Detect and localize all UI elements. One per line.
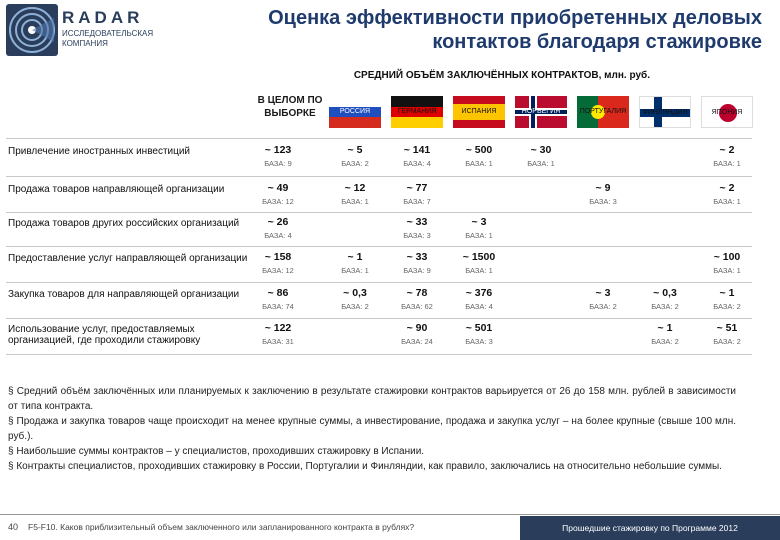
table-cell	[575, 322, 631, 325]
country-label: НОРВЕГИЯ	[521, 108, 561, 115]
table-cell	[637, 182, 693, 185]
row-label: Продажа товаров других российских организаций	[8, 218, 240, 229]
row-label: Предоставление услуг направляющей организации	[8, 253, 248, 264]
flag-finland	[639, 96, 691, 128]
cell-base: БАЗА: 1	[465, 266, 493, 275]
table-cell	[513, 287, 569, 290]
brand-subtitle: ИССЛЕДОВАТЕЛЬСКАЯ КОМПАНИЯ	[62, 29, 154, 48]
table-cell	[637, 287, 693, 312]
table-cell	[327, 287, 383, 312]
cell-base: БАЗА: 2	[713, 302, 741, 311]
table-cell	[389, 144, 445, 169]
table-cell	[513, 251, 569, 254]
table-cell	[327, 216, 383, 219]
table-cell	[250, 287, 306, 312]
cell-base: БАЗА: 4	[465, 302, 493, 311]
cell-base: БАЗА: 4	[264, 231, 292, 240]
table-cell	[637, 216, 693, 219]
cell-base: БАЗА: 3	[465, 337, 493, 346]
flag-japan	[701, 96, 753, 128]
cell-base: БАЗА: 2	[651, 302, 679, 311]
flag-norway	[515, 96, 567, 128]
table-cell	[250, 322, 306, 347]
table-cell	[513, 144, 569, 169]
cell-base: БАЗА: 31	[262, 337, 294, 346]
table-cell	[637, 322, 693, 347]
cell-base: БАЗА: 74	[262, 302, 294, 311]
cell-value: ~ 500	[465, 144, 493, 156]
brand-name: RADAR	[62, 8, 144, 27]
table-cell	[327, 182, 383, 207]
country-label: ПОРТУГАЛИЯ	[579, 108, 627, 115]
flag-spain	[453, 96, 505, 128]
table-cell	[575, 251, 631, 254]
table-cell	[389, 182, 445, 207]
table-cell	[389, 287, 445, 312]
table-cell	[513, 182, 569, 185]
table-cell	[451, 182, 507, 185]
table-cell	[637, 144, 693, 147]
cell-value: ~ 3	[595, 287, 611, 299]
table-cell	[575, 144, 631, 147]
cell-base: БАЗА: 12	[262, 266, 294, 275]
flag-portugal	[577, 96, 629, 128]
cell-value: ~ 1	[657, 322, 673, 334]
table-cell	[327, 144, 383, 169]
cell-value: ~ 78	[406, 287, 428, 299]
cell-value: ~ 122	[264, 322, 292, 334]
cell-value: ~ 141	[403, 144, 431, 156]
cell-value: ~ 26	[267, 216, 289, 228]
table-cell	[699, 287, 755, 312]
cell-base: БАЗА: 7	[403, 197, 431, 206]
cell-value: ~ 1	[347, 251, 363, 263]
table-cell	[389, 216, 445, 241]
country-label: ФИНЛЯНДИЯ	[642, 109, 688, 116]
cell-base: БАЗА: 2	[589, 302, 617, 311]
note-item: § Контракты специалистов, проходивших стажировку в России, Португалии и Финляндии, как правило, заключались на относительно небольшие суммы.	[8, 461, 722, 472]
table-cell	[451, 287, 507, 312]
cell-value: ~ 49	[267, 182, 289, 194]
cell-base: БАЗА: 24	[401, 337, 433, 346]
page-number: 40	[8, 522, 19, 532]
flag-russia	[329, 96, 381, 128]
country-label: РОССИЯ	[339, 108, 371, 115]
table-cell	[699, 144, 755, 169]
cell-value: ~ 2	[719, 182, 735, 194]
cell-value: ~ 1	[719, 287, 735, 299]
cell-base: БАЗА: 1	[465, 231, 493, 240]
row-label: Закупка товаров для направляющей организации	[8, 289, 240, 300]
table-cell	[513, 322, 569, 325]
cell-value: ~ 501	[465, 322, 493, 334]
cell-base: БАЗА: 12	[262, 197, 294, 206]
row-label: Продажа товаров направляющей организации	[8, 184, 225, 195]
cell-base: БАЗА: 9	[264, 159, 292, 168]
overall-column-header: В ЦЕЛОМ ПО ВЫБОРКЕ	[257, 95, 323, 119]
cell-value: ~ 0,3	[343, 287, 367, 299]
cell-base: БАЗА: 1	[527, 159, 555, 168]
cell-value: ~ 0,3	[653, 287, 677, 299]
cell-value: ~ 9	[595, 182, 611, 194]
note-item: § Средний объём заключённых или планируемых к заключению в результате стажировки контрактов варьируется от 26 до 158 млн. рублей в зависимости от типа контракта.	[8, 386, 736, 412]
cell-value: ~ 376	[465, 287, 493, 299]
notes-section	[8, 384, 736, 474]
cell-base: БАЗА: 2	[651, 337, 679, 346]
cell-base: БАЗА: 4	[403, 159, 431, 168]
cell-value: ~ 1500	[462, 251, 496, 263]
row-divider	[6, 138, 752, 139]
table-cell	[699, 216, 755, 219]
table-cell	[451, 322, 507, 347]
table-cell	[389, 251, 445, 276]
note-item: § Наибольшие суммы контрактов – у специалистов, проходивших стажировку в Испании.	[8, 446, 425, 457]
table-subtitle: СРЕДНИЙ ОБЪЁМ ЗАКЛЮЧЁННЫХ КОНТРАКТОВ, млн. руб.	[353, 70, 650, 81]
cell-base: БАЗА: 2	[341, 302, 369, 311]
cell-base: БАЗА: 1	[713, 197, 741, 206]
cell-value: ~ 77	[406, 182, 428, 194]
row-label: Использование услуг, предоставляемых организацией, где проходили стажировку	[8, 324, 201, 346]
row-divider	[6, 176, 752, 177]
cell-value: ~ 33	[406, 216, 428, 228]
program-label: Прошедшие стажировку по Программе 2012	[562, 523, 738, 533]
table-cell	[250, 144, 306, 169]
survey-question: F5-F10. Каков приблизительный объем заключенного или запланированного контракта в рублях?	[28, 522, 415, 532]
row-divider	[6, 318, 752, 319]
cell-base: БАЗА: 1	[713, 159, 741, 168]
note-item: § Продажа и закупка товаров чаще происходит на менее крупные суммы, а инвестирование, продажа и закупка услуг – на более крупные (свыше 100 млн. руб.).	[8, 416, 736, 442]
cell-value: ~ 2	[719, 144, 735, 156]
country-label: ГЕРМАНИЯ	[397, 108, 437, 115]
table-cell	[575, 182, 631, 207]
table-cell	[699, 182, 755, 207]
flag-germany	[391, 96, 443, 128]
row-divider	[6, 282, 752, 283]
table-cell	[575, 287, 631, 312]
row-label: Привлечение иностранных инвестиций	[8, 146, 191, 157]
country-label: ИСПАНИЯ	[461, 108, 497, 115]
cell-value: ~ 33	[406, 251, 428, 263]
cell-value: ~ 86	[267, 287, 289, 299]
table-cell	[389, 322, 445, 347]
table-cell	[637, 251, 693, 254]
table-cell	[250, 182, 306, 207]
table-cell	[699, 251, 755, 276]
cell-base: БАЗА: 2	[713, 337, 741, 346]
cell-base: БАЗА: 2	[341, 159, 369, 168]
cell-value: ~ 123	[264, 144, 292, 156]
page-title: Оценка эффективности приобретенных деловых контактов благодаря стажировке	[268, 7, 762, 53]
cell-base: БАЗА: 9	[403, 266, 431, 275]
table-cell	[575, 216, 631, 219]
cell-value: ~ 90	[406, 322, 428, 334]
cell-value: ~ 51	[716, 322, 738, 334]
cell-base: БАЗА: 1	[341, 197, 369, 206]
cell-value: ~ 158	[264, 251, 292, 263]
cell-base: БАЗА: 1	[713, 266, 741, 275]
cell-value: ~ 5	[347, 144, 363, 156]
table-cell	[250, 251, 306, 276]
program-footer	[520, 516, 780, 540]
footer-divider	[0, 514, 780, 515]
cell-value: ~ 3	[471, 216, 487, 228]
radar-logo-icon	[6, 4, 58, 56]
cell-base: БАЗА: 3	[403, 231, 431, 240]
table-cell	[451, 251, 507, 276]
table-cell	[451, 144, 507, 169]
cell-base: БАЗА: 3	[589, 197, 617, 206]
table-cell	[327, 322, 383, 325]
cell-value: ~ 12	[344, 182, 366, 194]
table-cell	[451, 216, 507, 241]
cell-base: БАЗА: 62	[401, 302, 433, 311]
cell-base: БАЗА: 1	[465, 159, 493, 168]
cell-value: ~ 100	[713, 251, 741, 263]
row-divider	[6, 354, 752, 355]
table-cell	[250, 216, 306, 241]
row-divider	[6, 246, 752, 247]
row-divider	[6, 212, 752, 213]
table-cell	[327, 251, 383, 276]
table-cell	[513, 216, 569, 219]
cell-value: ~ 30	[530, 144, 552, 156]
table-cell	[699, 322, 755, 347]
country-label: ЯПОНИЯ	[711, 109, 743, 116]
cell-base: БАЗА: 1	[341, 266, 369, 275]
